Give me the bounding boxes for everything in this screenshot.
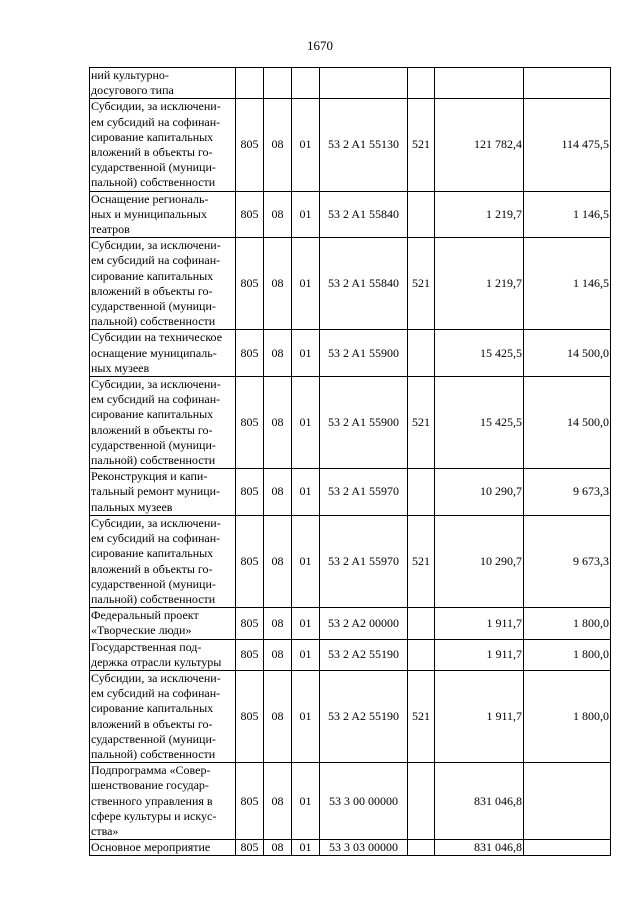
description-cell bbox=[90, 840, 236, 856]
table-row bbox=[90, 377, 611, 469]
amount-year1-cell: 831 046,8 bbox=[435, 763, 524, 840]
description-line: Федеральный проект bbox=[91, 608, 199, 623]
description-line: вложений в объекты го- bbox=[91, 283, 213, 298]
amount-year1-cell: 1 219,7 bbox=[435, 191, 524, 238]
table-row bbox=[90, 68, 611, 99]
section-cell: 08 bbox=[264, 639, 292, 670]
budget-table bbox=[89, 67, 611, 856]
department-code-cell: 805 bbox=[236, 238, 264, 330]
section-cell: 08 bbox=[264, 330, 292, 377]
description-line: «Творческие люди» bbox=[91, 623, 192, 638]
target-article-cell: 53 2 A1 55130 bbox=[320, 99, 408, 191]
amount-year2-cell: 14 500,0 bbox=[524, 377, 611, 469]
expense-type-cell: 521 bbox=[408, 670, 435, 762]
expense-type-cell bbox=[408, 68, 435, 99]
department-code-cell: 805 bbox=[236, 515, 264, 607]
subsection-cell: 01 bbox=[292, 840, 320, 856]
description-line: сударственной (муници- bbox=[91, 437, 216, 452]
subsection-cell: 01 bbox=[292, 515, 320, 607]
department-code-cell: 805 bbox=[236, 191, 264, 238]
description-line: Основное мероприятие bbox=[91, 840, 211, 855]
description-line: Субсидии, за исключени- bbox=[91, 377, 221, 392]
description-line: Подпрограмма «Совер- bbox=[91, 763, 211, 778]
target-article-cell bbox=[320, 68, 408, 99]
amount-year1-cell: 1 911,7 bbox=[435, 670, 524, 762]
amount-year1-cell: 10 290,7 bbox=[435, 515, 524, 607]
department-code-cell: 805 bbox=[236, 330, 264, 377]
table-row bbox=[90, 238, 611, 330]
table-row bbox=[90, 515, 611, 607]
expense-type-cell bbox=[408, 763, 435, 840]
page-number: 1670 bbox=[307, 38, 333, 53]
amount-year2-cell bbox=[524, 68, 611, 99]
table-row bbox=[90, 99, 611, 191]
amount-year2-cell: 114 475,5 bbox=[524, 99, 611, 191]
description-cell bbox=[90, 191, 236, 238]
subsection-cell: 01 bbox=[292, 763, 320, 840]
section-cell: 08 bbox=[264, 99, 292, 191]
description-line: сфере культуры и искус- bbox=[91, 808, 217, 823]
expense-type-cell: 521 bbox=[408, 515, 435, 607]
section-cell bbox=[264, 68, 292, 99]
target-article-cell: 53 3 03 00000 bbox=[320, 840, 408, 856]
description-line: ных и муниципальных bbox=[91, 206, 207, 221]
department-code-cell: 805 bbox=[236, 469, 264, 516]
section-cell: 08 bbox=[264, 515, 292, 607]
amount-year1-cell bbox=[435, 68, 524, 99]
amount-year1-cell: 15 425,5 bbox=[435, 377, 524, 469]
subsection-cell: 01 bbox=[292, 670, 320, 762]
table-row bbox=[90, 763, 611, 840]
description-line: Субсидии на техническое bbox=[91, 330, 223, 345]
subsection-cell bbox=[292, 68, 320, 99]
target-article-cell: 53 2 A2 55190 bbox=[320, 670, 408, 762]
subsection-cell: 01 bbox=[292, 608, 320, 639]
description-line: вложений в объекты го- bbox=[91, 716, 213, 731]
amount-year2-cell: 1 800,0 bbox=[524, 608, 611, 639]
section-cell: 08 bbox=[264, 191, 292, 238]
expense-type-cell bbox=[408, 840, 435, 856]
amount-year2-cell: 9 673,3 bbox=[524, 515, 611, 607]
section-cell: 08 bbox=[264, 377, 292, 469]
description-line: вложений в объекты го- bbox=[91, 145, 213, 160]
amount-year1-cell: 121 782,4 bbox=[435, 99, 524, 191]
subsection-cell: 01 bbox=[292, 99, 320, 191]
department-code-cell: 805 bbox=[236, 608, 264, 639]
section-cell: 08 bbox=[264, 608, 292, 639]
section-cell: 08 bbox=[264, 238, 292, 330]
expense-type-cell bbox=[408, 639, 435, 670]
subsection-cell: 01 bbox=[292, 191, 320, 238]
amount-year1-cell: 831 046,8 bbox=[435, 840, 524, 856]
description-cell bbox=[90, 99, 236, 191]
amount-year1-cell: 10 290,7 bbox=[435, 469, 524, 516]
amount-year2-cell: 1 800,0 bbox=[524, 639, 611, 670]
description-line: сударственной (муници- bbox=[91, 299, 216, 314]
description-line: пальной) собственности bbox=[91, 453, 216, 468]
target-article-cell: 53 2 A1 55970 bbox=[320, 515, 408, 607]
description-line: Субсидии, за исключени- bbox=[91, 515, 221, 530]
expense-type-cell: 521 bbox=[408, 377, 435, 469]
description-cell bbox=[90, 330, 236, 377]
description-line: ем субсидий на софинан- bbox=[91, 392, 221, 407]
description-line: Государственная под- bbox=[91, 639, 202, 654]
subsection-cell: 01 bbox=[292, 238, 320, 330]
description-cell bbox=[90, 68, 236, 99]
amount-year2-cell bbox=[524, 840, 611, 856]
amount-year2-cell bbox=[524, 763, 611, 840]
description-cell bbox=[90, 763, 236, 840]
table-row bbox=[90, 840, 611, 856]
description-cell bbox=[90, 608, 236, 639]
department-code-cell bbox=[236, 68, 264, 99]
description-line: ственного управления в bbox=[91, 793, 213, 808]
description-cell bbox=[90, 515, 236, 607]
description-line: пальной) собственности bbox=[91, 314, 216, 329]
target-article-cell: 53 2 A1 55900 bbox=[320, 330, 408, 377]
description-line: шенствование государ- bbox=[91, 778, 209, 793]
target-article-cell: 53 2 A1 55970 bbox=[320, 469, 408, 516]
description-line: ных музеев bbox=[91, 360, 150, 375]
description-cell bbox=[90, 469, 236, 516]
amount-year1-cell: 1 219,7 bbox=[435, 238, 524, 330]
target-article-cell: 53 3 00 00000 bbox=[320, 763, 408, 840]
description-line: тальный ремонт муници- bbox=[91, 484, 221, 499]
table-row bbox=[90, 670, 611, 762]
description-line: Субсидии, за исключени- bbox=[91, 670, 221, 685]
department-code-cell: 805 bbox=[236, 377, 264, 469]
description-line: сударственной (муници- bbox=[91, 160, 216, 175]
description-line: Субсидии, за исключени- bbox=[91, 238, 221, 253]
section-cell: 08 bbox=[264, 840, 292, 856]
table-row bbox=[90, 608, 611, 639]
description-line: оснащение муниципаль- bbox=[91, 345, 217, 360]
section-cell: 08 bbox=[264, 763, 292, 840]
amount-year1-cell: 15 425,5 bbox=[435, 330, 524, 377]
description-line: сударственной (муници- bbox=[91, 731, 216, 746]
subsection-cell: 01 bbox=[292, 377, 320, 469]
description-line: вложений в объекты го- bbox=[91, 561, 213, 576]
target-article-cell: 53 2 A1 55900 bbox=[320, 377, 408, 469]
description-line: ем субсидий на софинан- bbox=[91, 531, 221, 546]
description-line: ем субсидий на софинан- bbox=[91, 253, 221, 268]
expense-type-cell bbox=[408, 608, 435, 639]
section-cell: 08 bbox=[264, 670, 292, 762]
department-code-cell: 805 bbox=[236, 840, 264, 856]
target-article-cell: 53 2 A1 55840 bbox=[320, 191, 408, 238]
expense-type-cell bbox=[408, 191, 435, 238]
table-row bbox=[90, 469, 611, 516]
subsection-cell: 01 bbox=[292, 330, 320, 377]
description-line: Субсидии, за исключени- bbox=[91, 99, 221, 114]
amount-year2-cell: 1 146,5 bbox=[524, 238, 611, 330]
description-cell bbox=[90, 238, 236, 330]
target-article-cell: 53 2 A1 55840 bbox=[320, 238, 408, 330]
description-line: сирование капитальных bbox=[91, 546, 214, 561]
amount-year2-cell: 1 146,5 bbox=[524, 191, 611, 238]
target-article-cell: 53 2 A2 00000 bbox=[320, 608, 408, 639]
table-row bbox=[90, 191, 611, 238]
subsection-cell: 01 bbox=[292, 639, 320, 670]
description-line: держка отрасли культуры bbox=[91, 654, 222, 669]
description-line: пальной) собственности bbox=[91, 746, 216, 761]
target-article-cell: 53 2 A2 55190 bbox=[320, 639, 408, 670]
description-line: театров bbox=[91, 222, 130, 237]
description-cell bbox=[90, 377, 236, 469]
description-line: ний культурно- bbox=[91, 68, 169, 82]
department-code-cell: 805 bbox=[236, 763, 264, 840]
amount-year1-cell: 1 911,7 bbox=[435, 608, 524, 639]
expense-type-cell: 521 bbox=[408, 238, 435, 330]
description-line: ем субсидий на софинан- bbox=[91, 686, 221, 701]
amount-year2-cell: 9 673,3 bbox=[524, 469, 611, 516]
expense-type-cell bbox=[408, 330, 435, 377]
expense-type-cell: 521 bbox=[408, 99, 435, 191]
description-line: вложений в объекты го- bbox=[91, 422, 213, 437]
description-line: пальной) собственности bbox=[91, 591, 216, 606]
amount-year2-cell: 1 800,0 bbox=[524, 670, 611, 762]
expense-type-cell bbox=[408, 469, 435, 516]
amount-year1-cell: 1 911,7 bbox=[435, 639, 524, 670]
description-line: досугового типа bbox=[91, 83, 174, 98]
table-row bbox=[90, 330, 611, 377]
description-cell bbox=[90, 639, 236, 670]
description-line: сударственной (муници- bbox=[91, 576, 216, 591]
description-line: Реконструкция и капи- bbox=[91, 469, 208, 484]
description-line: сирование капитальных bbox=[91, 407, 214, 422]
description-line: пальных музеев bbox=[91, 499, 173, 514]
description-line: сирование капитальных bbox=[91, 268, 214, 283]
department-code-cell: 805 bbox=[236, 99, 264, 191]
department-code-cell: 805 bbox=[236, 670, 264, 762]
department-code-cell: 805 bbox=[236, 639, 264, 670]
description-line: Оснащение региональ- bbox=[91, 191, 209, 206]
description-line: сирование капитальных bbox=[91, 701, 214, 716]
description-cell bbox=[90, 670, 236, 762]
description-line: сирование капитальных bbox=[91, 129, 214, 144]
description-line: пальной) собственности bbox=[91, 175, 216, 190]
subsection-cell: 01 bbox=[292, 469, 320, 516]
section-cell: 08 bbox=[264, 469, 292, 516]
description-line: ем субсидий на софинан- bbox=[91, 114, 221, 129]
description-line: ства» bbox=[91, 823, 119, 838]
table-row bbox=[90, 639, 611, 670]
amount-year2-cell: 14 500,0 bbox=[524, 330, 611, 377]
